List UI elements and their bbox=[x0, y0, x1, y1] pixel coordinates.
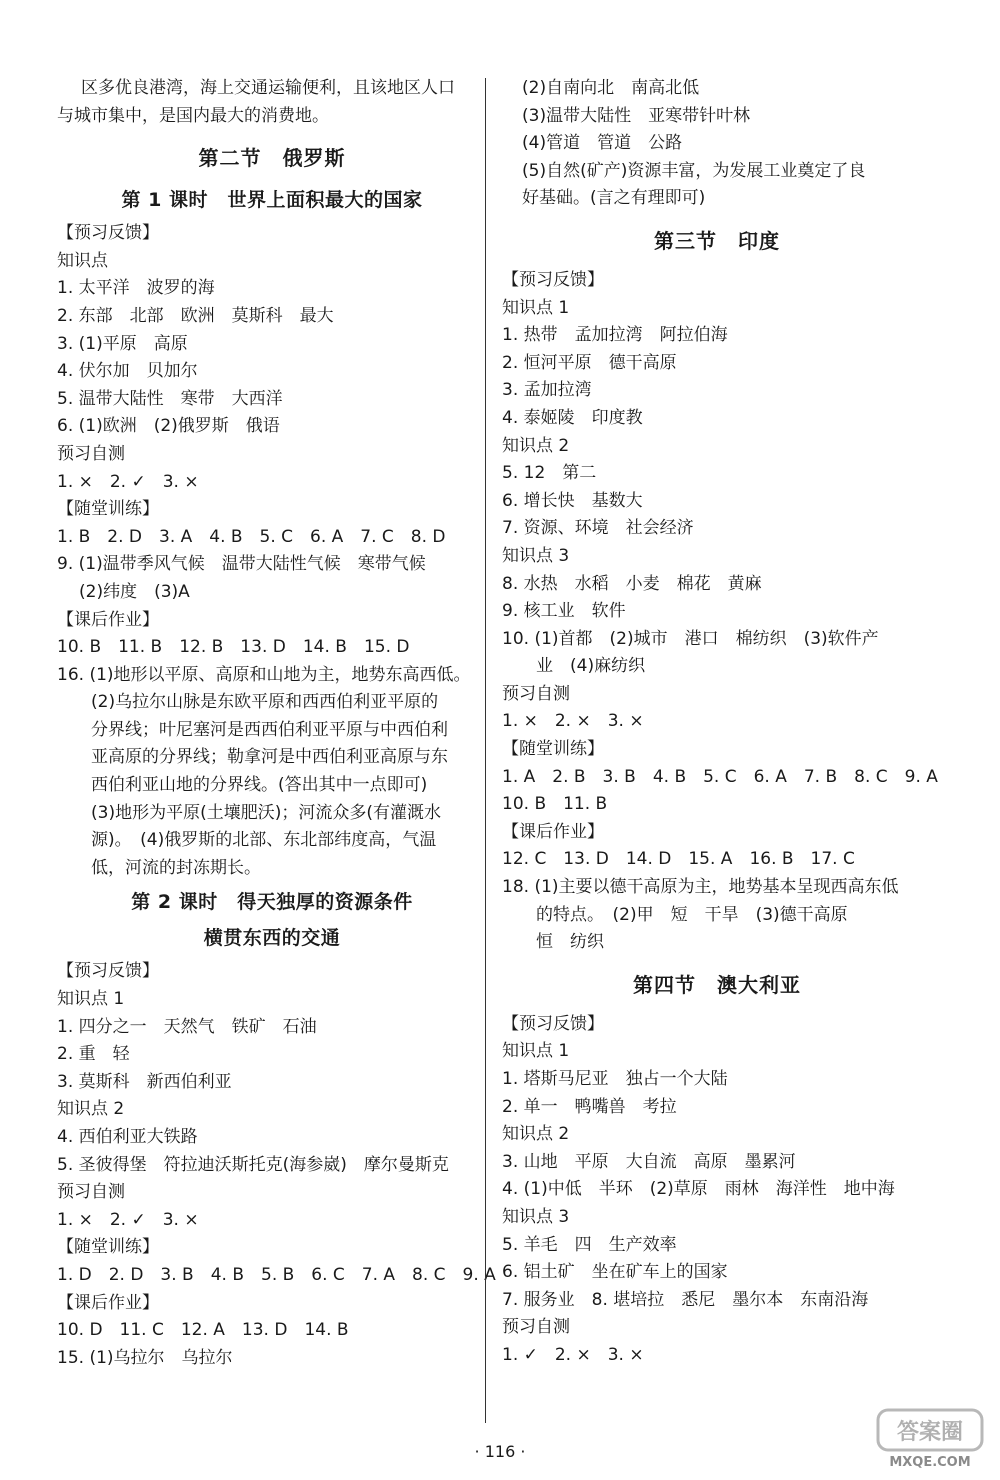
answer-line: 分界线；叶尼塞河是西西伯利亚平原与中西伯利 bbox=[91, 719, 448, 740]
answer-line: 4. 伏尔加 贝加尔 bbox=[57, 361, 198, 382]
answer-line: 知识点 1 bbox=[57, 989, 125, 1010]
answer-line: 低，河流的封冻期长。 bbox=[91, 857, 261, 878]
answer-line: 10. (1)首都 (2)城市 港口 棉纺织 (3)软件产 bbox=[502, 628, 879, 649]
answer-line: 亚高原的分界线；勒拿河是中西伯利亚高原与东 bbox=[91, 747, 448, 768]
answer-line: 知识点 bbox=[57, 250, 108, 271]
answer-line: 8. 水热 水稻 小麦 棉花 黄麻 bbox=[502, 573, 762, 594]
answer-line: 【随堂训练】 bbox=[57, 499, 159, 520]
answer-line: 10. B 11. B bbox=[502, 794, 608, 815]
answer-line: 知识点 1 bbox=[502, 1041, 570, 1062]
answer-line: 知识点 1 bbox=[502, 297, 570, 318]
lesson-heading: 第 1 课时 世界上面积最大的国家 bbox=[121, 189, 423, 212]
answer-line: 3. 山地 平原 大自流 高原 墨累河 bbox=[502, 1151, 796, 1172]
answer-line: 1. 四分之一 天然气 铁矿 石油 bbox=[57, 1016, 317, 1037]
answer-line: 5. 12 第二 bbox=[502, 463, 597, 484]
answer-line: 知识点 2 bbox=[502, 1124, 570, 1145]
answer-line: (2)乌拉尔山脉是东欧平原和西西伯利亚平原的 bbox=[91, 692, 439, 713]
answer-line: (2)自南向北 南高北低 bbox=[522, 78, 700, 98]
answer-line: 6. 铝土矿 坐在矿车上的国家 bbox=[502, 1262, 728, 1283]
answer-line: 4. (1)中低 半环 (2)草原 雨林 海洋性 地中海 bbox=[502, 1179, 895, 1200]
answer-line: 预习自测 bbox=[57, 443, 125, 464]
answer-line: 【预习反馈】 bbox=[502, 269, 604, 290]
answer-line: (5)自然(矿产)资源丰富，为发展工业奠定了良 bbox=[522, 160, 866, 181]
answer-line: 好基础。(言之有理即可) bbox=[522, 188, 706, 209]
answer-line: 5. 圣彼得堡 符拉迪沃斯托克(海参崴) 摩尔曼斯克 bbox=[57, 1154, 449, 1175]
watermark-bottom-text: MXQE.COM bbox=[889, 1455, 971, 1470]
answer-line: 15. (1)乌拉尔 乌拉尔 bbox=[57, 1347, 233, 1368]
answer-line: 知识点 2 bbox=[502, 435, 570, 456]
answer-line: (3)温带大陆性 亚寒带针叶林 bbox=[522, 105, 751, 126]
answer-line: 1. × 2. ✓ 3. × bbox=[57, 1209, 199, 1230]
answer-line: 9. (1)温带季风气候 温带大陆性气候 寒带气候 bbox=[57, 554, 426, 575]
answer-line: 1. D 2. D 3. B 4. B 5. B 6. C 7. A 8. C 9. A bbox=[57, 1264, 496, 1285]
answer-line: 预习自测 bbox=[502, 683, 570, 704]
answer-line: 【预习反馈】 bbox=[502, 1013, 604, 1034]
answer-line: 区多优良港湾，海上交通运输便利，且该地区人口 bbox=[81, 78, 455, 98]
answer-line: 10. B 11. B 12. B 13. D 14. B 15. D bbox=[57, 637, 410, 658]
answer-line: 18. (1)主要以德干高原为主，地势基本呈现西高东低 bbox=[502, 877, 899, 898]
answer-line: 2. 单一 鸭嘴兽 考拉 bbox=[502, 1096, 677, 1117]
answer-line: 9. 核工业 软件 bbox=[502, 601, 626, 622]
answer-line: 10. D 11. C 12. A 13. D 14. B bbox=[57, 1320, 349, 1341]
answer-line: (3)地形为平原(土壤肥沃)；河流众多(有灌溉水 bbox=[91, 802, 441, 823]
answer-line: (4)管道 管道 公路 bbox=[522, 133, 683, 154]
answer-line: 1. 塔斯马尼亚 独占一个大陆 bbox=[502, 1069, 728, 1089]
answer-line: 业 (4)麻纺织 bbox=[536, 656, 646, 677]
answer-line: 2. 恒河平原 德干高原 bbox=[502, 352, 677, 373]
answer-line: 【随堂训练】 bbox=[57, 1237, 159, 1258]
answer-line: 5. 温带大陆性 寒带 大西洋 bbox=[57, 388, 283, 409]
section-heading: 第三节 印度 bbox=[654, 228, 780, 253]
page-number: · 116 · bbox=[474, 1442, 526, 1461]
lesson-heading: 第 2 课时 得天独厚的资源条件 bbox=[131, 891, 413, 914]
answer-line: 【随堂训练】 bbox=[502, 739, 604, 760]
answer-line: 恒 纺织 bbox=[536, 932, 604, 953]
answer-line: 【课后作业】 bbox=[57, 609, 159, 630]
answer-line: 16. (1)地形以平原、高原和山地为主，地势东高西低。 bbox=[57, 664, 471, 685]
left-column bbox=[57, 75, 496, 1372]
answer-line: 1. A 2. B 3. B 4. B 5. C 6. A 7. B 8. C 9. A bbox=[502, 766, 938, 787]
answer-line: 【课后作业】 bbox=[57, 1292, 159, 1313]
answer-line: 【预习反馈】 bbox=[57, 961, 159, 982]
answer-line: 5. 羊毛 四 生产效率 bbox=[502, 1234, 677, 1255]
answer-line: 7. 资源、环境 社会经济 bbox=[502, 518, 694, 539]
answer-line: 知识点 2 bbox=[57, 1099, 125, 1120]
answer-line: 2. 重 轻 bbox=[57, 1044, 130, 1065]
section-heading: 第二节 俄罗斯 bbox=[198, 146, 346, 171]
answer-line: 预习自测 bbox=[57, 1182, 125, 1203]
answer-line: (2)纬度 (3)A bbox=[79, 581, 190, 602]
answer-line: 西伯利亚山地的分界线。(答出其中一点即可) bbox=[91, 775, 428, 796]
answer-line: 3. 莫斯科 新西伯利亚 bbox=[57, 1071, 232, 1092]
answer-line: 知识点 3 bbox=[502, 1206, 570, 1227]
answer-line: 源)。 (4)俄罗斯的北部、东北部纬度高，气温 bbox=[91, 830, 437, 851]
answer-line: 1. B 2. D 3. A 4. B 5. C 6. A 7. C 8. D bbox=[57, 526, 446, 547]
answer-line: 1. × 2. × 3. × bbox=[502, 711, 644, 732]
answer-line: 7. 服务业 8. 堪培拉 悉尼 墨尔本 东南沿海 bbox=[502, 1289, 869, 1310]
answer-line: 的特点。 (2)甲 短 干旱 (3)德干高原 bbox=[536, 904, 848, 925]
answer-line: 【预习反馈】 bbox=[57, 223, 159, 244]
watermark-logo bbox=[870, 1406, 990, 1472]
answer-line: 12. C 13. D 14. D 15. A 16. B 17. C bbox=[502, 849, 855, 870]
answer-line: 4. 西伯利亚大铁路 bbox=[57, 1127, 198, 1147]
answer-line: 6. (1)欧洲 (2)俄罗斯 俄语 bbox=[57, 416, 280, 437]
answer-line: 3. (1)平原 高原 bbox=[57, 333, 188, 354]
answer-line: 【课后作业】 bbox=[502, 821, 604, 842]
answer-line: 4. 泰姬陵 印度教 bbox=[502, 407, 643, 428]
answer-line: 与城市集中，是国内最大的消费地。 bbox=[57, 105, 329, 126]
answer-line: 预习自测 bbox=[502, 1317, 570, 1338]
watermark-top-text: 答案圈 bbox=[896, 1420, 964, 1445]
answer-line: 知识点 3 bbox=[502, 545, 570, 566]
lesson-heading: 横贯东西的交通 bbox=[203, 927, 341, 950]
answer-line: 1. 热带 孟加拉湾 阿拉伯海 bbox=[502, 325, 728, 346]
answer-line: 1. ✓ 2. × 3. × bbox=[502, 1344, 644, 1365]
answer-line: 2. 东部 北部 欧洲 莫斯科 最大 bbox=[57, 305, 334, 326]
section-heading: 第四节 澳大利亚 bbox=[633, 972, 801, 997]
right-column bbox=[502, 75, 938, 1370]
answer-line: 6. 增长快 基数大 bbox=[502, 490, 643, 511]
column-divider bbox=[485, 78, 486, 1423]
answer-line: 1. 太平洋 波罗的海 bbox=[57, 278, 215, 299]
answer-line: 3. 孟加拉湾 bbox=[502, 380, 592, 401]
answer-line: 1. × 2. ✓ 3. × bbox=[57, 471, 199, 492]
